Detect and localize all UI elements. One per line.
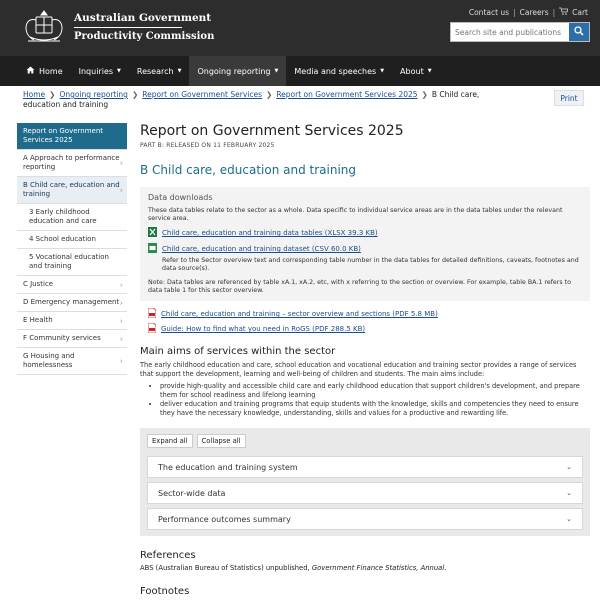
site-header [0, 0, 600, 56]
chevron-right-icon: › [119, 298, 123, 307]
site-logo[interactable] [18, 8, 214, 46]
logo-text [74, 12, 214, 42]
brand-divider [74, 27, 182, 28]
breadcrumb-separator: ❯ [266, 90, 273, 99]
breadcrumb-rogs[interactable]: Report on Government Services [142, 90, 263, 99]
section-title: B Child care, education and training [140, 163, 356, 177]
brand-line-2: Productivity Commission [74, 31, 215, 42]
breadcrumb-home[interactable]: Home [23, 90, 46, 99]
print-button[interactable]: Print [554, 90, 584, 106]
sidebar-item-health[interactable] [17, 312, 127, 330]
sidebar-item-label: A Approach to performance reporting [23, 154, 120, 171]
page-title: Report on Government Services 2025 [140, 123, 404, 139]
main-content [140, 123, 590, 597]
sidebar-item-emergency[interactable] [17, 294, 127, 312]
nav-home-label: Home [39, 66, 63, 76]
chevron-right-icon: › [119, 158, 123, 168]
accordion-item-performance-summary[interactable] [147, 508, 583, 530]
cart-link[interactable]: Cart [572, 7, 588, 17]
breadcrumb-separator: ❯ [49, 90, 56, 99]
link-separator: | [552, 7, 556, 17]
cart-icon[interactable] [559, 7, 568, 17]
home-icon [26, 66, 35, 76]
sidebar-item-label: 3 Early childhood education and care [29, 208, 97, 225]
accordion-item-label: The education and training system [158, 462, 298, 472]
sidebar-item-housing[interactable] [17, 348, 127, 375]
accordion-item-sector-wide-data[interactable] [147, 482, 583, 504]
collapse-all-button[interactable]: Collapse all [197, 434, 246, 448]
breadcrumb-ongoing-reporting[interactable]: Ongoing reporting [59, 90, 128, 99]
utility-links [469, 7, 588, 17]
accordion [140, 428, 590, 536]
main-nav [0, 56, 600, 86]
search-button[interactable] [569, 23, 589, 41]
nav-inquiries[interactable] [71, 56, 129, 86]
reference-suffix: . [444, 564, 447, 572]
chevron-down-icon: ⌄ [566, 515, 572, 523]
chevron-right-icon: › [119, 334, 123, 343]
list-item: • deliver education and training programs that equip students with the knowledge, skills and competencies they need to ensure they have the necessary knowledge, understanding, skills and values for a productive and rewarding life. [160, 400, 590, 418]
data-tables-note: Note: Data tables are referenced by table xA.1, xA.2, etc, with x referring to the section or overview. For example, table BA.1 refers to data table 1 for this sector overview. [148, 279, 571, 294]
nav-home[interactable] [18, 56, 71, 86]
chevron-down-icon: ▼ [427, 68, 432, 74]
breadcrumb [23, 90, 503, 110]
accordion-item-education-system[interactable] [147, 456, 583, 478]
data-downloads-description: These data tables relate to the sector as a whole. Data specific to individual service areas are in the data tables under the relevant service area. [148, 207, 563, 222]
sidebar-nav [17, 123, 127, 375]
reference-text: ABS (Australian Bureau of Statistics) unpublished, [140, 564, 312, 572]
breadcrumb-rogs-2025[interactable]: Report on Government Services 2025 [276, 90, 418, 99]
sidebar-item-label: B Child care, education and training [23, 181, 120, 198]
reference-entry [140, 564, 590, 572]
pdf-file-icon [148, 308, 156, 320]
nav-research[interactable] [129, 56, 190, 86]
release-info: PART B: RELEASED ON 11 FEBRUARY 2025 [140, 142, 275, 149]
chevron-right-icon: › [119, 356, 123, 366]
sidebar-item-rogs-2025[interactable] [17, 123, 127, 150]
nav-ongoing-reporting-label: Ongoing reporting [197, 66, 271, 76]
chevron-down-icon: ⌄ [566, 489, 572, 497]
sidebar-item-label: C Justice [23, 280, 54, 288]
nav-about-label: About [400, 66, 424, 76]
data-downloads-title: Data downloads [148, 193, 213, 202]
csv-note: Refer to the Sector overview text and corresponding table number in the data tables for detailed definitions, caveats, footnotes and data source(s). [162, 257, 579, 272]
sidebar-item-early-childhood[interactable] [17, 204, 127, 231]
sidebar-item-school-education[interactable] [17, 231, 127, 249]
references-heading: References [140, 550, 196, 561]
chevron-down-icon: ▼ [380, 68, 385, 74]
pdf-guide [140, 323, 590, 335]
sidebar-item-child-care[interactable] [17, 177, 127, 204]
chevron-down-icon: ▼ [117, 68, 121, 74]
sidebar-item-label: E Health [23, 316, 53, 324]
pdf-guide-link[interactable]: Guide: How to find what you need in RoGS (PDF 288.5 KB) [161, 325, 366, 333]
accordion-controls [147, 434, 583, 448]
breadcrumb-current: B Child care, education and training [23, 90, 480, 109]
pdf-file-icon [148, 323, 156, 335]
expand-all-button[interactable]: Expand all [147, 434, 193, 448]
download-csv-link[interactable]: Child care, education and training dataset (CSV 60.0 KB) [162, 245, 361, 253]
careers-link[interactable]: Careers [519, 7, 549, 17]
aims-list [140, 382, 590, 418]
footnotes-heading: Footnotes [140, 586, 190, 597]
brand-line-1: Australian Government [74, 12, 212, 24]
aims-heading: Main aims of services within the sector [140, 346, 336, 357]
chevron-right-icon: › [119, 185, 123, 195]
nav-research-label: Research [136, 66, 174, 76]
nav-inquiries-label: Inquiries [78, 66, 114, 76]
sidebar-item-vocational[interactable] [17, 249, 127, 276]
pdf-sector-overview [140, 308, 590, 320]
chevron-down-icon: ▼ [274, 68, 279, 74]
link-separator: | [513, 7, 516, 17]
aims-intro: The early childhood education and care, school education and vocational education and training sector provides a range of services that support the development, learning and well-being of children and students. The main aims include: [140, 361, 577, 378]
nav-ongoing-reporting[interactable] [189, 56, 286, 86]
coat-of-arms-icon [18, 8, 70, 46]
search-input[interactable] [451, 23, 569, 41]
sidebar-item-label: 4 School education [29, 235, 96, 243]
breadcrumb-separator: ❯ [131, 90, 139, 99]
breadcrumb-separator: ❯ [421, 90, 428, 99]
download-xlsx-link[interactable]: Child care, education and training data tables (XLSX 39.3 KB) [162, 229, 378, 237]
sidebar-item-label: D Emergency management [23, 298, 120, 306]
contact-us-link[interactable]: Contact us [468, 7, 510, 17]
download-csv [148, 243, 582, 255]
sidebar-item-community[interactable] [17, 330, 127, 348]
sidebar-item-label: 5 Vocational education and training [29, 253, 109, 270]
excel-file-icon [148, 227, 157, 239]
nav-media-label: Media and speeches [294, 66, 377, 76]
sidebar-item-label: G Housing and homelessness [23, 352, 75, 369]
data-downloads-box [140, 187, 590, 301]
list-item: • provide high-quality and accessible child care and early childhood education that support children's development, and prepare them for school readiness and lifelong learning [160, 382, 590, 400]
sidebar-item-label: F Community services [23, 334, 101, 342]
accordion-item-label: Sector-wide data [158, 488, 226, 498]
download-xlsx [148, 227, 582, 239]
reference-title: Government Finance Statistics, Annual [311, 564, 445, 572]
nav-media-and-speeches[interactable] [286, 56, 392, 86]
csv-file-icon [148, 243, 157, 255]
sidebar-item-approach[interactable] [17, 150, 127, 177]
search-icon [574, 26, 584, 38]
chevron-right-icon: › [119, 316, 123, 325]
chevron-down-icon: ⌄ [566, 463, 572, 471]
sidebar-item-label: Report on Government Services 2025 [23, 127, 104, 144]
accordion-item-label: Performance outcomes summary [158, 514, 291, 524]
site-search [450, 22, 590, 42]
chevron-right-icon: › [119, 280, 123, 289]
pdf-sector-overview-link[interactable]: Child care, education and training – sector overview and sections (PDF 5.8 MB) [161, 310, 438, 318]
nav-about[interactable] [392, 56, 440, 86]
chevron-down-icon: ▼ [177, 68, 182, 74]
sidebar-item-justice[interactable] [17, 276, 127, 294]
